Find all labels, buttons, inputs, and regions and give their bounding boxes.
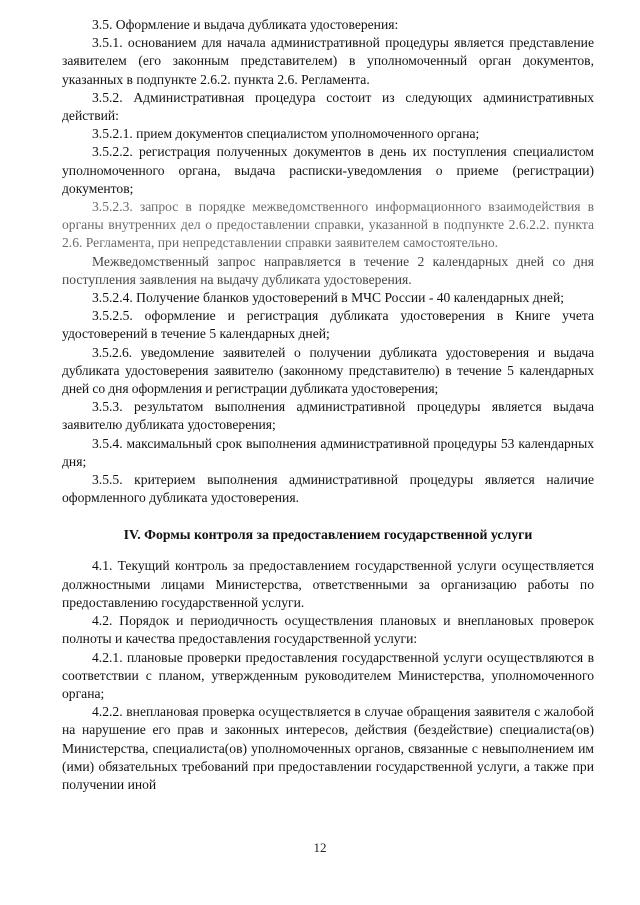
paragraph-3-5-1: 3.5.1. основанием для начала административной процедуры является представление заявителем (его законным представителем) в уполномоченный орган документов, указанных в подпункте 2.6.2. пункта 2.6. Регламента.: [62, 35, 594, 87]
document-page: [62, 16, 594, 794]
paragraph-3-5-2-3: 3.5.2.3. запрос в порядке межведомственного информационного взаимодействия в органы внутренних дел о предоставлении справки, указанной в подпункте 2.6.2.2. пункта 2.6. Регламента, при непредставлении справки заявителем самостоятельно.: [62, 199, 594, 251]
paragraph-3-5-3: 3.5.3. результатом выполнения административной процедуры является выдача заявителю дубликата удостоверения;: [62, 399, 594, 433]
paragraph-3-5-5: 3.5.5. критерием выполнения административной процедуры является наличие оформленного дубликата удостоверения.: [62, 472, 594, 506]
paragraph-3-5: 3.5. Оформление и выдача дубликата удостоверения:: [92, 17, 399, 32]
paragraph-3-5-2-6: 3.5.2.6. уведомление заявителей о получении дубликата удостоверения и выдача дубликата удостоверения заявителю (законному представителю) в течение 5 календарных дней со дня оформления и регистрации дубликата удостоверения;: [62, 344, 594, 397]
spacer: [62, 545, 594, 557]
paragraph-3-5-2-2: 3.5.2.2. регистрация полученных документов в день их поступления специалистом уполномоченного органа, выдача расписки-уведомления о приеме (регистрации) документов;: [62, 144, 594, 196]
paragraph-interagency-request: Межведомственный запрос направляется в течение 2 календарных дней со дня поступления заявления на выдачу дубликата удостоверения.: [62, 253, 594, 287]
page-number: 12: [313, 840, 327, 855]
spacer: [62, 507, 594, 525]
paragraph-4-2-1: 4.2.1. плановые проверки предоставления государственной услуги осуществляются в соответствии с планом, утвержденным руководителем Министерства, уполномоченного органа;: [62, 649, 594, 701]
paragraph-3-5-2-5: 3.5.2.5. оформление и регистрация дубликата удостоверения в Книге учета удостоверений в течение 5 календарных дней;: [62, 308, 594, 342]
paragraph-4-1: 4.1. Текущий контроль за предоставлением государственной услуги осуществляется должностными лицами Министерства, ответственными за организацию работы по предоставлению государственной услуги.: [62, 558, 594, 610]
paragraph-3-5-2-1: 3.5.2.1. прием документов специалистом уполномоченного органа;: [92, 126, 480, 142]
section-heading: IV. Формы контроля за предоставлением государственной услуги: [123, 527, 533, 543]
paragraph-3-5-2-4: 3.5.2.4. Получение бланков удостоверений в МЧС России - 40 календарных дней;: [92, 290, 565, 306]
paragraph-4-2: 4.2. Порядок и периодичность осуществления плановых и внеплановых проверок полноты и качества предоставления государственной услуги:: [62, 613, 594, 647]
paragraph-3-5-2: 3.5.2. Административная процедура состоит из следующих административных действий:: [62, 89, 594, 124]
paragraph-4-2-2: 4.2.2. внеплановая проверка осуществляется в случае обращения заявителя с жалобой на нарушение его прав и законных интересов, действия (бездействие) специалиста(ов) Министерства, специалиста(ов) уполномоченных органов, связанные с невыполнением им (ими) обязательных требований при предоставлении государственной услуги, а также при получении иной: [62, 704, 594, 792]
paragraph-3-5-4: 3.5.4. максимальный срок выполнения административной процедуры 53 календарных дня;: [62, 435, 594, 469]
